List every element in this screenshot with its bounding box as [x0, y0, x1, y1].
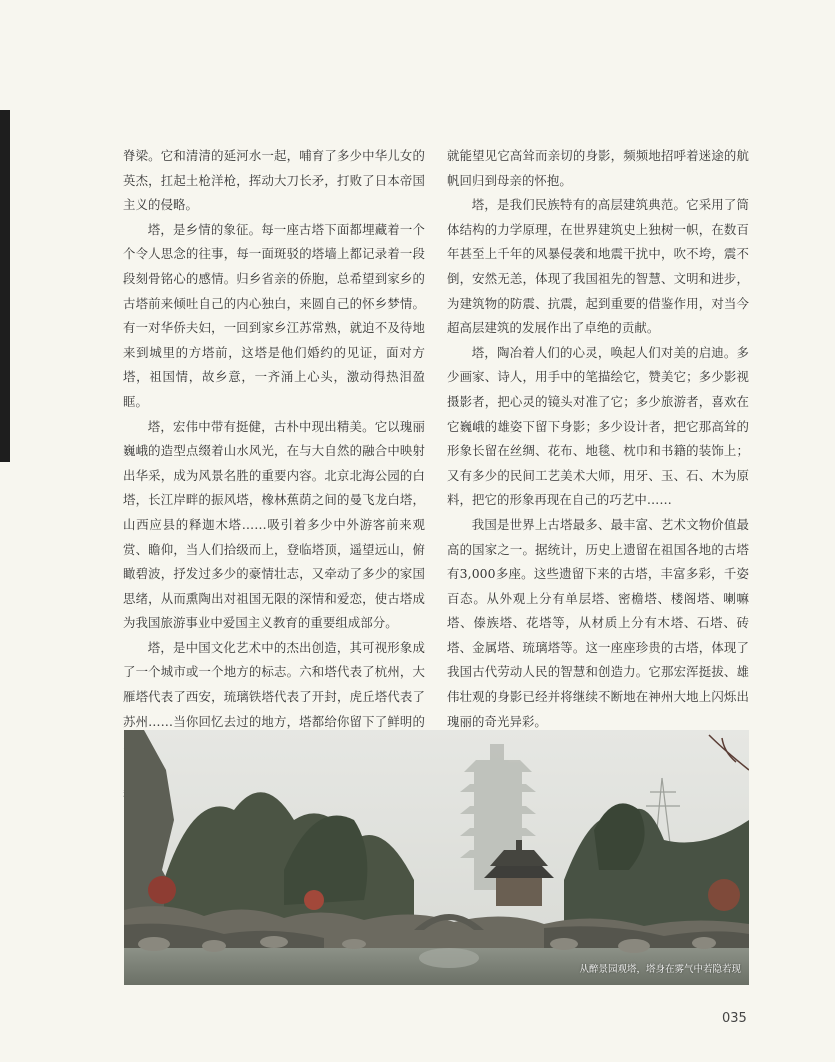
paragraph: 我国是世界上古塔最多、最丰富、艺术文物价值最高的国家之一。据统计，历史上遗留在祖国各地的古塔有3,000多座。这些遗留下来的古塔，丰富多彩，千姿百态。从外观上分有单层塔、密檐塔、楼阁塔、喇嘛塔、傣族塔、花塔等，从材质上分有木塔、石塔、砖塔、金属塔、琉璃塔等。这一座座珍贵的古塔，体现了我国古代劳动人民的智慧和创造力。它那宏浑挺拔、雄伟壮观的身影已经并将继续不断地在神州大地上闪烁出瑰丽的奇光异彩。	[447, 516, 749, 729]
paragraph: 塔，是我们民族特有的高层建筑典范。它采用了筒体结构的力学原理，在世界建筑史上独树一帜，在数百年甚至上千年的风暴侵袭和地震干扰中，吹不垮，震不倒，安然无恙，体现了我国祖先的智慧、文明和进步，为建筑物的防震、抗震，起到重要的借鉴作用，对当今超高层建筑的发展作出了卓绝的贡献。	[447, 197, 749, 336]
photo-caption: 从醉景园观塔，塔身在雾气中若隐若现	[579, 964, 741, 975]
page-edge-bar	[0, 110, 10, 462]
paragraph: 就能望见它高耸而亲切的身影，频频地招呼着迷途的航帆回归到母亲的怀抱。	[447, 148, 749, 188]
paragraph: 塔，宏伟中带有挺健，古朴中现出精美。它以瑰丽巍峨的造型点缀着山水风光，在与大自然的融合中映射出华采，成为风景名胜的重要内容。北京北海公园的白塔，长江岸畔的振风塔，橡林蕉荫之间的曼飞龙白塔，山西应县的释迦木塔……吸引着多少中外游客前来观赏、瞻仰，当人们拾级而上，登临塔顶，遥望远山，俯瞰碧波，抒发过多少的豪情壮志，又牵动了多少的家国思绪，从而熏陶出对祖国无限的深情和爱恋，使古塔成为我国旅游事业中爱国主义教育的重要组成部分。	[123, 418, 425, 631]
text-column-right	[447, 144, 749, 783]
garden-pagoda-photo	[124, 730, 749, 985]
paragraph: 塔，是乡情的象征。每一座古塔下面都埋藏着一个个令人思念的往事，每一面斑驳的塔墙上都记录着一段段刻骨铭心的感情。归乡省亲的侨胞，总希望到家乡的古塔前来倾吐自己的内心独白，来圆自己的怀乡梦情。有一对华侨夫妇，一回到家乡江苏常熟，就迫不及待地来到城里的方塔前，这塔是他们婚约的见证，面对方塔，祖国情，故乡意，一齐涌上心头，激动得热泪盈眶。	[123, 221, 425, 409]
paragraph: 塔，陶冶着人们的心灵，唤起人们对美的启迪。多少画家、诗人，用手中的笔描绘它，赞美它；多少影视摄影者，把心灵的镜头对准了它；多少旅游者，喜欢在它巍峨的雄姿下留下身影；多少设计者，把它那高耸的形象长留在丝绸、花布、地毯、枕巾和书籍的装饰上；又有多少的民间工艺美术大师，用牙、玉、石、木为原料，把它的形象再现在自己的巧艺中……	[447, 344, 749, 508]
page-number: 035	[722, 1011, 747, 1026]
paragraph: 脊梁。它和清清的延河水一起，哺育了多少中华儿女的英杰，扛起土枪洋枪，挥动大刀长矛，打败了日本帝国主义的侵略。	[123, 148, 425, 213]
photo-illustration	[124, 730, 749, 985]
paragraph: 塔，是中国文化艺术中的杰出创造，其可视形象成了一个城市或一个地方的标志。六和塔代表了杭州，大雁塔代表了西安，琉璃铁塔代表了开封，虎丘塔代表了苏州……当你回忆去过的地方，塔都给你留下了鲜明的	[123, 639, 425, 729]
